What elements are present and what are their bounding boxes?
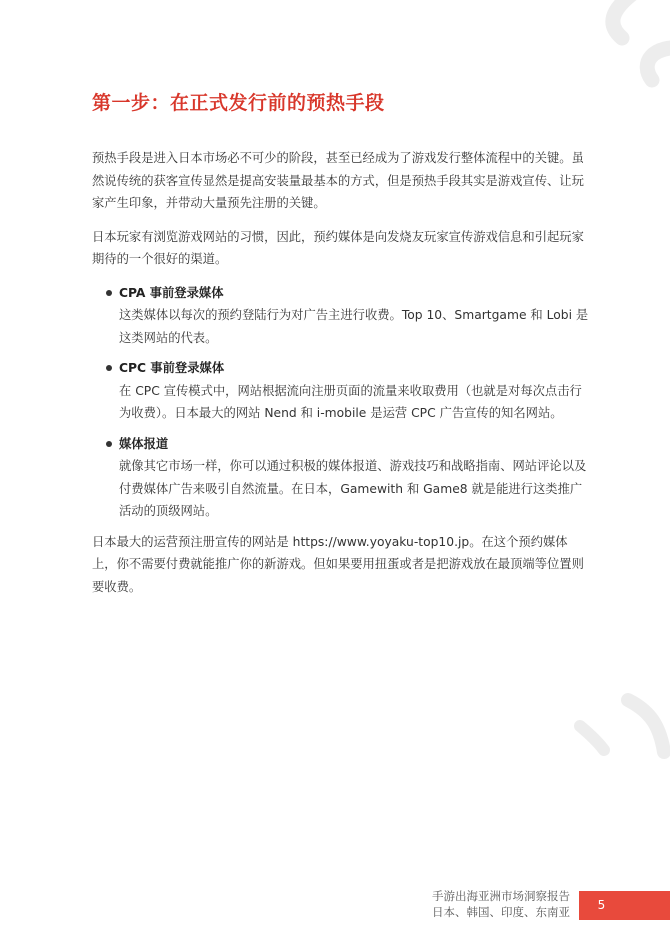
decorative-wave-top-2: [647, 47, 670, 80]
media-paragraph: 日本玩家有浏览游戏网站的习惯，因此，预约媒体是向发烧友玩家宣传游戏信息和引起玩家期待的一个很好的渠道。: [92, 229, 584, 266]
bullet-item-cpc: [92, 357, 590, 425]
bullet-title-text: 媒体报道: [119, 436, 169, 451]
bullet-body: 就像其它市场一样，你可以通过积极的媒体报道、游戏技巧和战略指南、网站评论以及付费媒体广告来吸引自然流量。在日本，Gamewith 和 Game8 就是能进行这类推广活动的顶级网站。: [119, 459, 587, 518]
bullet-heading: [92, 357, 590, 380]
bullet-heading: [92, 433, 590, 456]
main-content: [92, 147, 590, 609]
section-heading: 第一步：在正式发行前的预热手段: [92, 92, 385, 114]
bullet-title-text: CPA 事前登录媒体: [119, 285, 224, 300]
report-regions: 日本、韩国、印度、东南亚: [432, 905, 570, 919]
intro-paragraph: 预热手段是进入日本市场必不可少的阶段，甚至已经成为了游戏发行整体流程中的关键。虽然说传统的获客宣传显然是提高安装量最基本的方式，但是预热手段其实是游戏宣传、让玩家产生印象，并带动大量预先注册的关键。: [92, 151, 584, 210]
bullet-dot-icon: [106, 290, 112, 296]
bullet-item-media: [92, 433, 590, 523]
bullet-item-cpa: [92, 282, 590, 350]
decorative-wave-bottom-2: [580, 726, 604, 750]
decorative-wave-bottom: [628, 700, 664, 752]
footer-report-title: [400, 888, 570, 920]
page-number: 5: [597, 898, 606, 912]
bullet-dot-icon: [106, 441, 112, 447]
bullet-body: 这类媒体以每次的预约登陆行为对广告主进行收费。Top 10、Smartgame 和 Lobi 是这类网站的代表。: [119, 308, 589, 345]
bullet-body: 在 CPC 宣传模式中，网站根据流向注册页面的流量来收取费用（也就是对每次点击行为收费）。日本最大的网站 Nend 和 i-mobile 是运营 CPC 广告宣传的知名网站。: [119, 383, 582, 420]
bullet-dot-icon: [106, 365, 112, 371]
closing-paragraph: 日本最大的运营预注册宣传的网站是 https://www.yoyaku-top10.jp。在这个预约媒体上，你不需要付费就能推广你的新游戏。但如果要用扭蛋或者是把游戏放在最顶端等位置则要收费。: [92, 534, 584, 594]
bullet-title-text: CPC 事前登录媒体: [119, 361, 225, 375]
bullet-heading: [92, 282, 590, 305]
page-number-badge: [579, 891, 670, 920]
decorative-wave-top: [613, 0, 632, 38]
report-title: 手游出海亚洲市场洞察报告: [432, 889, 570, 903]
